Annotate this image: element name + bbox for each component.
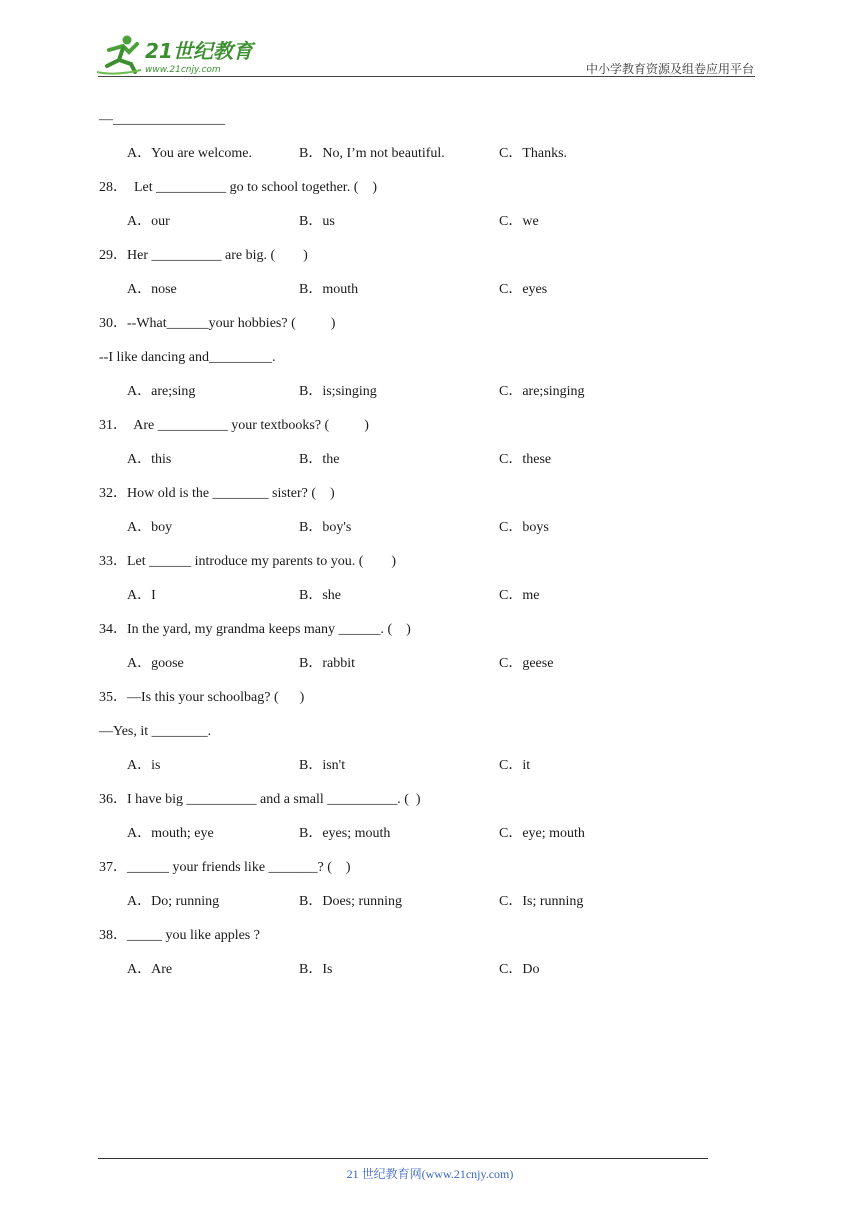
option-a[interactable]: A．nose — [127, 282, 177, 297]
question-stem: 34．In the yard, my grandma keeps many ______. ( ) — [99, 622, 411, 637]
option-b[interactable]: B．mouth — [299, 282, 359, 297]
header-platform-text: 中小学教育资源及组卷应用平台 — [585, 62, 754, 76]
option-b[interactable]: B．the — [299, 452, 340, 467]
option-a[interactable]: A．this — [127, 452, 172, 467]
option-b[interactable]: B．Is — [299, 962, 333, 977]
option-c[interactable]: C．boys — [499, 520, 549, 535]
option-a[interactable]: A．Are — [127, 962, 173, 977]
option-b[interactable]: B．is;singing — [299, 384, 377, 399]
option-c[interactable]: C．eye; mouth — [499, 826, 585, 841]
option-a[interactable]: A．You are welcome. — [127, 146, 252, 161]
option-c[interactable]: C．are;singing — [499, 384, 585, 399]
option-a[interactable]: A．mouth; eye — [127, 826, 214, 841]
option-b[interactable]: B．rabbit — [299, 656, 355, 671]
question-stem: —________________ — [99, 112, 225, 127]
question-stem: 31． Are __________ your textbooks? ( ) — [99, 418, 369, 433]
option-b[interactable]: B．she — [299, 588, 341, 603]
option-b[interactable]: B．No, I’m not beautiful. — [299, 146, 445, 161]
logo-url: www.21cnjy.com — [145, 65, 221, 75]
option-a[interactable]: A．goose — [127, 656, 184, 671]
question-stem: 37．______ your friends like _______? ( ) — [99, 860, 351, 875]
option-c[interactable]: C．these — [499, 452, 552, 467]
header-divider — [98, 76, 755, 77]
option-c[interactable]: C．eyes — [499, 282, 548, 297]
option-a[interactable]: A．Do; running — [127, 894, 220, 909]
option-c[interactable]: C．me — [499, 588, 540, 603]
question-stem: 35．—Is this your schoolbag? ( ) — [99, 690, 305, 705]
option-b[interactable]: B．isn't — [299, 758, 346, 773]
logo-text: 21世纪教育 — [145, 39, 253, 63]
option-a[interactable]: A．is — [127, 758, 161, 773]
question-stem: 33．Let ______ introduce my parents to you. ( ) — [99, 554, 397, 569]
option-c[interactable]: C．we — [499, 214, 539, 229]
question-stem: 30．--What______your hobbies? ( ) — [99, 316, 336, 331]
site-logo — [95, 32, 265, 78]
option-c[interactable]: C．Is; running — [499, 894, 584, 909]
question-stem: 29．Her __________ are big. ( ) — [99, 248, 308, 263]
question-stem: 28． Let __________ go to school together. ( ) — [99, 180, 378, 195]
runner-icon — [97, 36, 141, 74]
question-response-line: —Yes, it ________. — [99, 724, 212, 739]
option-c[interactable]: C．geese — [499, 656, 554, 671]
option-b[interactable]: B．us — [299, 214, 335, 229]
question-stem: 36．I have big __________ and a small __________. ( ) — [99, 792, 421, 807]
option-a[interactable]: A．are;sing — [127, 384, 196, 399]
option-b[interactable]: B．eyes; mouth — [299, 826, 391, 841]
option-c[interactable]: C．Thanks. — [499, 146, 568, 161]
option-a[interactable]: A．I — [127, 588, 156, 603]
option-b[interactable]: B．Does; running — [299, 894, 403, 909]
footer-link[interactable]: 21 世纪教育网(www.21cnjy.com) — [346, 1167, 514, 1181]
question-response-line: --I like dancing and_________. — [99, 350, 276, 365]
option-a[interactable]: A．our — [127, 214, 170, 229]
option-b[interactable]: B．boy's — [299, 520, 352, 535]
footer-divider — [98, 1158, 708, 1159]
option-c[interactable]: C．it — [499, 758, 531, 773]
option-c[interactable]: C．Do — [499, 962, 540, 977]
option-a[interactable]: A．boy — [127, 520, 173, 535]
question-stem: 38．_____ you like apples ? — [99, 928, 260, 943]
question-stem: 32．How old is the ________ sister? ( ) — [99, 486, 335, 501]
